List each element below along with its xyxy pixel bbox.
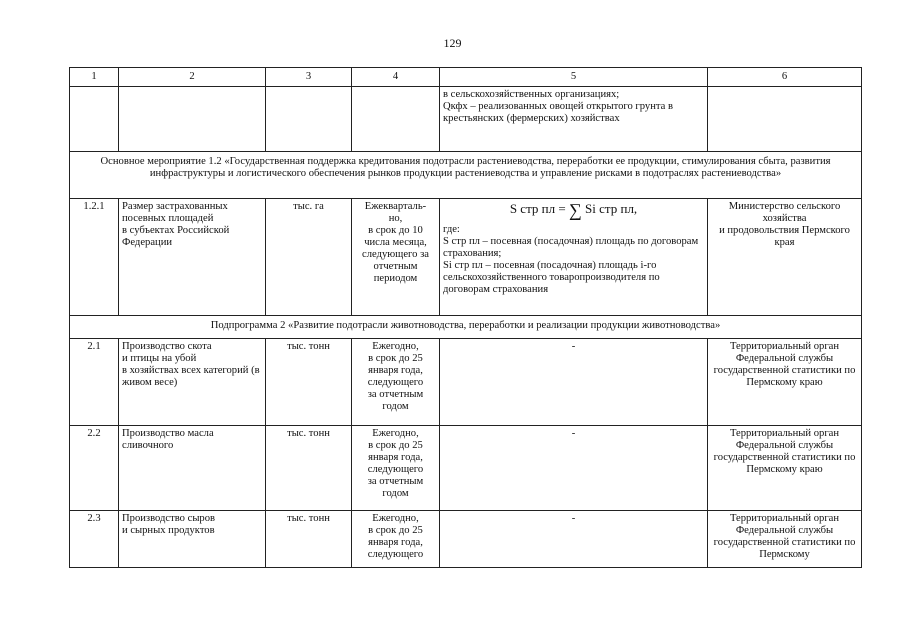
unit: тыс. тонн [266, 511, 352, 568]
table-header-row [70, 68, 862, 87]
formula-explanation: где: S стр пл – посевная (посадочная) площадь по договорам страхования; Si стр пл – посевная (посадочная) площадь i-го сельскохозяйственного товаропроизводителя по договорам страхования [443, 224, 699, 295]
header-col-6: 6 [708, 68, 862, 87]
row-number: 2.3 [70, 511, 119, 568]
continuation-row [70, 87, 862, 152]
row-number: 1.2.1 [70, 199, 119, 316]
sum-sign: ∑ [568, 200, 582, 220]
period: Ежекварталь- но, в срок до 10 числа месяца, следующего за отчетным периодом [352, 199, 440, 316]
cell-empty [70, 87, 119, 152]
unit: тыс. тонн [266, 339, 352, 426]
calculation-method: - [440, 426, 708, 511]
formula-left: S стр пл = [509, 201, 566, 216]
cell-empty [119, 87, 266, 152]
section-row [70, 152, 862, 199]
row-number: 2.1 [70, 339, 119, 426]
indicator-name: Производство сыров и сырных продуктов [119, 511, 266, 568]
header-col-5: 5 [440, 68, 708, 87]
header-col-2: 2 [119, 68, 266, 87]
period: Ежегодно, в срок до 25 января года, следующего за отчетным годом [352, 339, 440, 426]
data-source: Территориальный орган Федеральной службы государственной статистики по Пермскому краю [708, 339, 862, 426]
page-number: 129 [443, 36, 462, 50]
formula-right: Si стр пл, [585, 201, 638, 216]
continuation-method: в сельскохозяйственных организациях; Qкфх – реализованных овощей открытого грунта в крестьянских (фермерских) хозяйствах [440, 87, 708, 152]
table-row [70, 199, 862, 316]
formula [443, 200, 704, 220]
table-row [70, 511, 862, 568]
data-source: Министерство сельского хозяйства и продовольствия Пермского края [708, 199, 862, 316]
cell-empty [352, 87, 440, 152]
header-col-3: 3 [266, 68, 352, 87]
calculation-method [440, 199, 708, 316]
period: Ежегодно, в срок до 25 января года, следующего за отчетным годом [352, 426, 440, 511]
table-row [70, 426, 862, 511]
section-title-2: Подпрограмма 2 «Развитие подотрасли животноводства, переработки и реализации продукции животноводства» [70, 316, 862, 339]
cell-empty [266, 87, 352, 152]
indicators-table [69, 67, 862, 568]
header-col-1: 1 [70, 68, 119, 87]
calculation-method: - [440, 511, 708, 568]
section-title-1: Основное мероприятие 1.2 «Государственная поддержка кредитования подотрасли растениеводства, переработки ее продукции, стимулирования сбыта, развития инфраструктуры и логистического обеспечения рынков продукции растениеводства и управление рисками в подотраслях растениеводства» [70, 152, 862, 199]
cell-empty [708, 87, 862, 152]
period: Ежегодно, в срок до 25 января года, следующего [352, 511, 440, 568]
data-source: Территориальный орган Федеральной службы государственной статистики по Пермскому краю [708, 426, 862, 511]
indicator-name: Размер застрахованных посевных площадей в субъектах Российской Федерации [119, 199, 266, 316]
indicator-name: Производство масла сливочного [119, 426, 266, 511]
section-row [70, 316, 862, 339]
data-source: Территориальный орган Федеральной службы государственной статистики по Пермскому [708, 511, 862, 568]
unit: тыс. га [266, 199, 352, 316]
header-col-4: 4 [352, 68, 440, 87]
unit: тыс. тонн [266, 426, 352, 511]
table-row [70, 339, 862, 426]
indicator-name: Производство скота и птицы на убой в хозяйствах всех категорий (в живом весе) [119, 339, 266, 426]
row-number: 2.2 [70, 426, 119, 511]
calculation-method: - [440, 339, 708, 426]
